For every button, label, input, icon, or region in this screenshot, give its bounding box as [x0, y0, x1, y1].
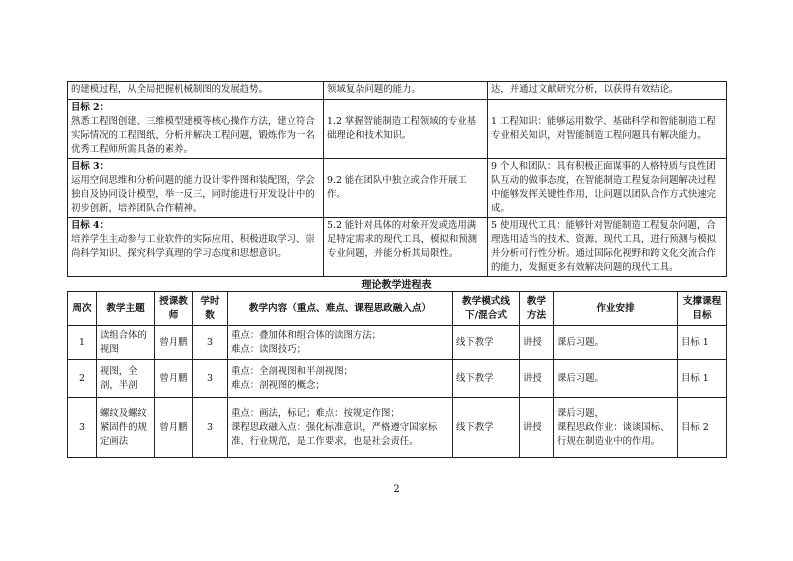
header-homework: 作业安排: [554, 292, 678, 326]
schedule-table: [67, 291, 727, 458]
homework-cell: [554, 398, 678, 458]
hours-cell: 3: [193, 326, 228, 360]
header-topic: 教学主题: [97, 292, 155, 326]
content-line: 重点：画法，标记；难点：按规定作图；: [231, 407, 400, 419]
objective-label: 目标 2：: [71, 102, 109, 113]
objectives-table: [67, 81, 727, 277]
requirement-text: 5 使用现代工具：能够针对智能制造工程复杂问题，合理选用适当的技术、资源、现代工具，进行预测与模拟并分析可行性分析。通过国际化视野和跨文化交流合作的能力，发掘更多有效解决问题的现代工具。: [488, 218, 727, 277]
indicator-text: 5.2 能针对具体的对象开发或选用满足特定需求的现代工具，模拟和预测专业问题，并能分析其局限性。: [324, 218, 488, 277]
week-cell: 2: [68, 360, 97, 398]
requirement-text: 1 工程知识：能够运用数学、基础科学和智能制造工程专业相关知识，对智能制造工程问题具有解决能力。: [488, 100, 727, 159]
objective-text: 熟悉工程图创建、三维模型建模等核心操作方法，建立符合实际情况的工程图纸，分析并解决工程问题，锻炼作为一名优秀工程师所需具备的素养。: [71, 116, 315, 155]
mode-cell: 线下教学: [453, 398, 520, 458]
topic-cell: 视图，全剖，半剖: [97, 360, 155, 398]
header-mode: 教学模式线下/混合式: [453, 292, 520, 326]
schedule-header-row: [68, 292, 727, 326]
requirement-text: 达，并通过文献研究分析，以获得有效结论。: [488, 82, 727, 100]
page-number: 2: [393, 484, 400, 495]
mode-cell: 线下教学: [453, 326, 520, 360]
table-row: [68, 398, 727, 458]
objectives-row: [68, 218, 727, 277]
homework-line: 课后习题，: [557, 407, 604, 419]
hours-cell: 3: [193, 360, 228, 398]
goal-cell: 目标 1: [678, 326, 727, 360]
teacher-cell: 曾月鹏: [155, 398, 193, 458]
teacher-cell: 曾月鹏: [155, 360, 193, 398]
topic-cell: 读组合体的视图: [97, 326, 155, 360]
homework-line: 课后习题。: [557, 372, 604, 384]
content-cell: [228, 326, 453, 360]
content-line: 难点：剖视图的概念；: [231, 379, 325, 391]
homework-line: 课程思政作业：谈谈国标、行规在制造业中的作用。: [557, 421, 670, 447]
teacher-cell: 曾月鹏: [155, 326, 193, 360]
content-line: 课程思政融入点：强化标准意识，严格遵守国家标准、行业规范，是工作要求，也是社会责任。: [231, 421, 438, 447]
homework-cell: [554, 326, 678, 360]
content-cell: [228, 398, 453, 458]
method-cell: 讲授: [520, 326, 554, 360]
header-goal: 支撑课程目标: [678, 292, 727, 326]
objective-text: 的建模过程，从全局把握机械制图的发展趋势。: [68, 82, 324, 100]
method-cell: 讲授: [520, 360, 554, 398]
week-cell: 3: [68, 398, 97, 458]
objective-label: 目标 4：: [71, 220, 109, 231]
header-content: 教学内容（重点、难点、课程思政融入点）: [228, 292, 453, 326]
homework-line: 课后习题。: [557, 336, 604, 348]
indicator-text: 9.2 能在团队中独立或合作开展工作。: [324, 159, 488, 218]
indicator-text: 领域复杂问题的能力。: [324, 82, 488, 100]
content-cell: [228, 360, 453, 398]
content-line: 难点：读图技巧；: [231, 343, 307, 355]
header-teacher: 授课教师: [155, 292, 193, 326]
homework-cell: [554, 360, 678, 398]
content-line: 重点：叠加体和组合体的读图方法；: [231, 329, 382, 341]
objectives-row: [68, 100, 727, 159]
mode-cell: 线下教学: [453, 360, 520, 398]
header-method: 教学方法: [520, 292, 554, 326]
objectives-row: [68, 82, 727, 100]
header-week: 周次: [68, 292, 97, 326]
objective-label: 目标 3：: [71, 161, 109, 172]
header-hours: 学时数: [193, 292, 228, 326]
objective-text: 培养学生主动参与工业软件的实际应用、积极进取学习、崇尚科学知识、探究科学真理的学习态度和思想意识。: [71, 234, 315, 259]
goal-cell: 目标 2: [678, 398, 727, 458]
indicator-text: 1.2 掌握智能制造工程领域的专业基础理论和技术知识。: [324, 100, 488, 159]
table-row: [68, 326, 727, 360]
objectives-row: [68, 159, 727, 218]
schedule-title: 理论教学进程表: [361, 280, 432, 291]
method-cell: 讲授: [520, 398, 554, 458]
content-line: 重点：全剖视图和半剖视图；: [231, 365, 353, 377]
table-row: [68, 360, 727, 398]
hours-cell: 3: [193, 398, 228, 458]
requirement-text: 9 个人和团队：具有积极正面谋事的人格特质与良性团队互动的做事态度，在智能制造工程复杂问题解决过程中能够发挥关键性作用，让问题以团队合作方式快速完成。: [488, 159, 727, 218]
week-cell: 1: [68, 326, 97, 360]
objective-text: 运用空间思维和分析问题的能力设计零件图和装配图，学会独自及协同设计模型，举一反三，同时能进行开发设计中的初步创新，培养团队合作精神。: [71, 175, 315, 214]
topic-cell: 螺纹及螺纹紧固件的规定画法: [97, 398, 155, 458]
goal-cell: 目标 1: [678, 360, 727, 398]
